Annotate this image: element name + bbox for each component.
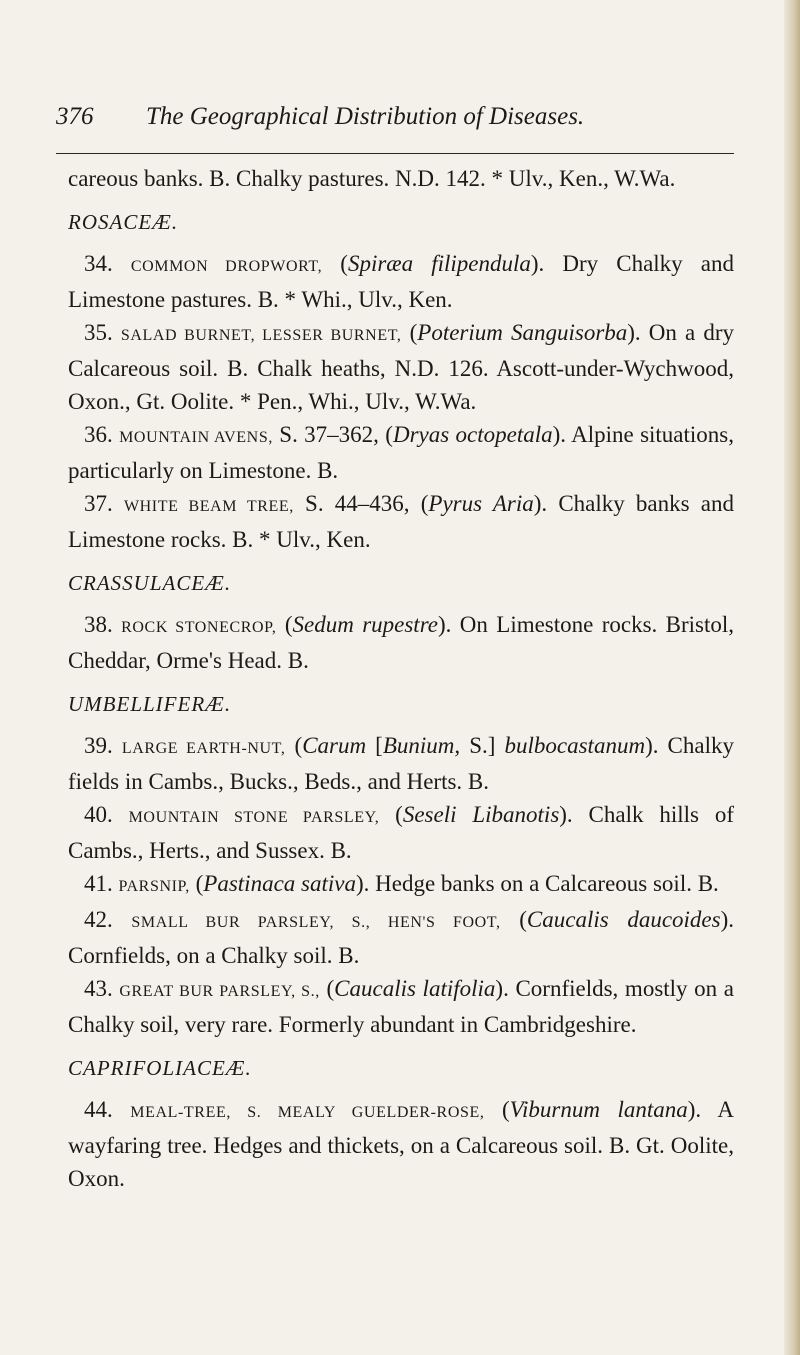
entry-38: 38. ROCK STONECROP, (Sedum rupestre). On Limestone rocks. Bristol, Cheddar, Orme's Head. B. [68, 612, 735, 673]
entry-35: 35. SALAD BURNET, LESSER BURNET, (Poterium Sanguisorba). On a dry Calcareous soil. B. Chalk heaths, N.D. 126. Ascott-under-Wychwood, Oxon., Gt. Oolite. * Pen., Whi., Ulv., W.Wa. [68, 320, 734, 414]
continued-paragraph: careous banks. B. Chalky pastures. N.D. 142. * Ulv., Ken., W.Wa. [68, 166, 676, 191]
entry-44: 44. MEAL-TREE, S. MEALY GUELDER-ROSE, (Viburnum lantana). A wayfaring tree. Hedges and thickets, on a Calcareous soil. B. Gt. Oolite, Oxon. [68, 1097, 735, 1191]
header-rule [56, 153, 734, 154]
family-heading: CRASSULACEÆ. [68, 571, 232, 595]
entry-41: 41. PARSNIP, (Pastinaca sativa). Hedge banks on a Calcareous soil. B. [84, 871, 719, 896]
entry-42: 42. SMALL BUR PARSLEY, S., HEN'S FOOT, (Caucalis daucoides). Cornfields, on a Chalky soil. B. [68, 907, 734, 968]
family-heading: UMBELLIFERÆ. [68, 692, 232, 716]
family-heading: ROSACEÆ. [68, 210, 179, 234]
running-header [56, 103, 746, 145]
page-body [68, 162, 734, 1195]
entry-43: 43. GREAT BUR PARSLEY, S., (Caucalis latifolia). Cornfields, mostly on a Chalky soil, very rare. Formerly abundant in Cambridgeshire. [68, 976, 735, 1037]
running-title: The Geographical Distribution of Diseases. [146, 103, 585, 130]
page-edge [784, 0, 800, 1355]
entry-39: 39. LARGE EARTH-NUT, (Carum [Bunium, S.] bulbocastanum). Chalky fields in Cambs., Bucks., Beds., and Herts. B. [68, 733, 734, 794]
entry-37: 37. WHITE BEAM TREE, S. 44–436, (Pyrus Aria). Chalky banks and Limestone rocks. B. * Ulv., Ken. [68, 491, 734, 552]
entry-40: 40. MOUNTAIN STONE PARSLEY, (Seseli Libanotis). Chalk hills of Cambs., Herts., and Sussex. B. [68, 802, 734, 863]
entry-34: 34. COMMON DROPWORT, (Spiræa filipendula). Dry Chalky and Limestone pastures. B. * Whi., Ulv., Ken. [68, 251, 734, 312]
entry-36: 36. MOUNTAIN AVENS, S. 37–362, (Dryas octopetala). Alpine situations, particularly on Limestone. B. [68, 422, 734, 483]
page-number: 376 [56, 103, 94, 130]
family-heading: CAPRIFOLIACEÆ. [68, 1056, 252, 1080]
